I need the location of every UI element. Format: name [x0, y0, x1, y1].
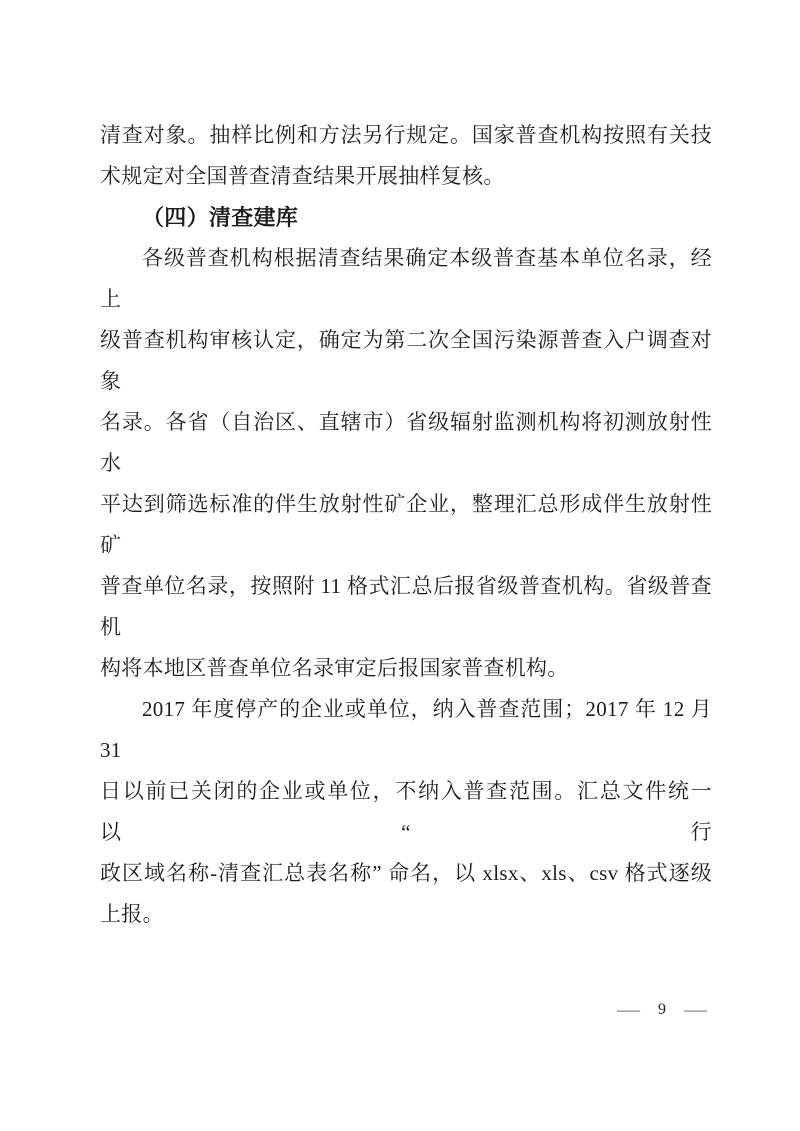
page-footer — [617, 998, 707, 1022]
paragraph-line: 清查对象。抽样比例和方法另行规定。国家普查机构按照有关技 — [100, 123, 712, 147]
paragraph-line: 政区域名称-清查汇总表名称” 命名，以 xlsx、xls、csv 格式逐级 — [100, 861, 712, 885]
paragraph-line: 名录。各省（自治区、直辖市）省级辐射监测机构将初测放射性水 — [100, 410, 712, 475]
paragraph-line: 级普查机构审核认定，确定为第二次全国污染源普查入户调查对象 — [100, 328, 712, 393]
document-body — [100, 115, 712, 935]
paragraph-line: 日以前已关闭的企业或单位，不纳入普查范围。汇总文件统一以“行 — [100, 779, 712, 844]
page-number: 9 — [658, 1001, 666, 1018]
paragraph-line: 2017 年度停产的企业或单位，纳入普查范围；2017 年 12 月 31 — [100, 697, 712, 762]
paragraph-line: 平达到筛选标准的伴生放射性矿企业，整理汇总形成伴生放射性矿 — [100, 492, 712, 557]
section-heading: （四）清查建库 — [142, 205, 299, 230]
paragraph-line: 普查单位名录，按照附 11 格式汇总后报省级普查机构。省级普查机 — [100, 574, 712, 639]
footer-dash-left: — — [617, 1000, 640, 1019]
paragraph-line: 术规定对全国普查清查结果开展抽样复核。 — [100, 164, 505, 188]
paragraph-line: 各级普查机构根据清查结果确定本级普查基本单位名录，经上 — [100, 246, 712, 311]
paragraph-line: 构将本地区普查单位名录审定后报国家普查机构。 — [100, 656, 569, 680]
paragraph-line: 上报。 — [100, 902, 164, 926]
footer-dash-right: — — [684, 1000, 707, 1019]
